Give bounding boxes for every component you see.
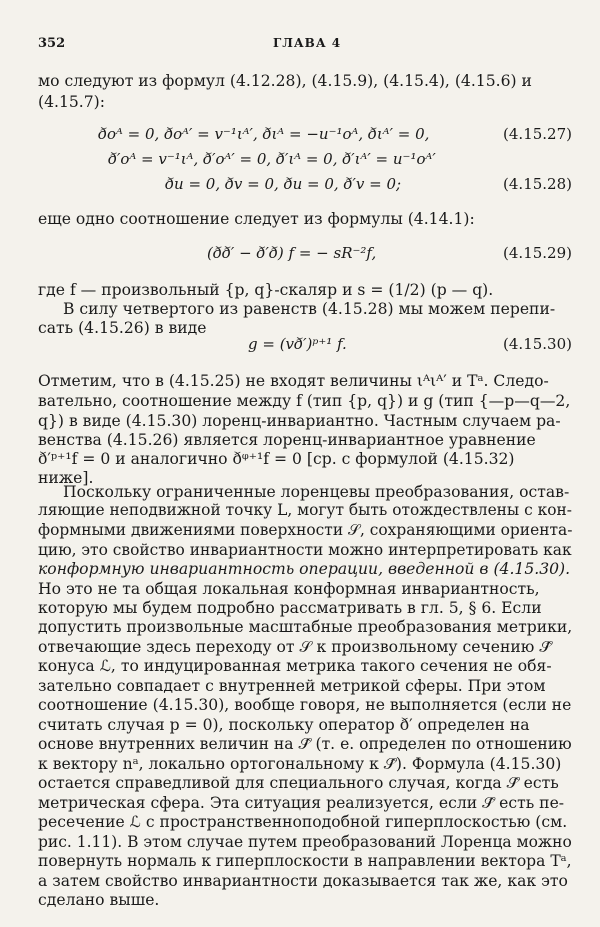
equation-line: ðu = 0, ðv = 0, ðu = 0, ð′v = 0; <box>165 175 402 193</box>
text-line: В силу четвертого из равенств (4.15.28) мы можем перепи- <box>63 300 556 318</box>
text-line: метрическая сфера. Эта ситуация реализуется, если 𝒮̂ есть пе- <box>38 794 565 812</box>
text-line: считать случая p = 0), поскольку оператор ð′ определен на <box>38 716 530 734</box>
text-line: ресечение ℒ с пространственноподобной гиперплоскостью (см. <box>38 813 568 831</box>
text-line: остается справедливой для специального случая, когда 𝒮̂ есть <box>38 774 559 792</box>
text-line: Отметим, что в (4.15.25) не входят величины ιᴬιᴬ′ и Tᵃ. Следо- <box>38 372 549 390</box>
equation-number: (4.15.29) <box>503 244 572 262</box>
text-line: венства (4.15.26) является лоренц-инвариантное уравнение <box>38 431 536 449</box>
text-line: рис. 1.11). В этом случае путем преобразований Лоренца можно <box>38 833 572 851</box>
text-line: соотношение (4.15.30), вообще говоря, не выполняется (если не <box>38 696 572 714</box>
text-line: допустить произвольные масштабные преобразования метрики, <box>38 618 573 636</box>
text-line: q}) в виде (4.15.30) лоренц-инвариантно. Частным случаем ра- <box>38 412 561 430</box>
text-line: (4.15.7): <box>38 93 106 111</box>
text-line: к вектору nᵃ, локально ортогональному к 𝒮̂). Формула (4.15.30) <box>38 755 562 773</box>
text-line: повернуть нормаль к гиперплоскости в направлении вектора Tᵃ, <box>38 852 572 870</box>
text-line: ниже]. <box>38 469 94 487</box>
text-line: цию, это свойство инвариантности можно интерпретировать как <box>38 541 572 559</box>
text-line: формными движениями поверхности 𝒮, сохраняющими ориента- <box>38 521 573 539</box>
text-line: основе внутренних величин на 𝒮̂ (т. е. определен по отношению <box>38 735 572 753</box>
text-line: зательно совпадает с внутренней метрикой сферы. При этом <box>38 677 546 695</box>
equation-number: (4.15.28) <box>503 175 572 193</box>
equation-line: ð′oᴬ = v⁻¹ιᴬ, ð′oᴬ′ = 0, ð′ιᴬ = 0, ð′ιᴬ′ = u⁻¹oᴬ′ <box>108 150 436 168</box>
text-line: ляющие неподвижной точку L, могут быть отождествлены с кон- <box>38 501 572 519</box>
text-line: где f — произвольный {p, q}-скаляр и s = (1/2) (p — q). <box>38 281 494 299</box>
equation-number: (4.15.30) <box>503 335 572 353</box>
text-line: которую мы будем подробно рассматривать в гл. 5, § 6. Если <box>38 599 542 617</box>
text-line: Поскольку ограниченные лоренцевы преобразования, остав- <box>63 483 570 501</box>
text-line: сать (4.15.26) в виде <box>38 319 207 337</box>
text-line: Но это не та общая локальная конформная инвариантность, <box>38 580 540 598</box>
text-line: вательно, соотношение между f (тип {p, q}) и g (тип {—p—q—2, <box>38 392 571 410</box>
text-line: а затем свойство инвариантности доказывается так же, как это <box>38 872 568 890</box>
equation-line: ðoᴬ = 0, ðoᴬ′ = v⁻¹ιᴬ′, ðιᴬ = −u⁻¹oᴬ, ðιᴬ′ = 0, <box>98 125 430 143</box>
text-line: конформную инвариантность операции, введенной в (4.15.30). <box>38 560 571 578</box>
text-line: конуса ℒ, то индуцированная метрика такого сечения не обя- <box>38 657 552 675</box>
equation-number: (4.15.27) <box>503 125 572 143</box>
page-number: 352 <box>38 36 66 51</box>
text-line: еще одно соотношение следует из формулы (4.14.1): <box>38 210 475 228</box>
running-header <box>38 36 568 56</box>
chapter-title: ГЛАВА 4 <box>273 36 342 50</box>
text-line: ð′ᵖ⁺¹f = 0 и аналогично ðᵠ⁺¹f = 0 [ср. с формулой (4.15.32) <box>38 450 515 468</box>
text-line: мо следуют из формул (4.12.28), (4.15.9), (4.15.4), (4.15.6) и <box>38 72 532 90</box>
text-line: сделано выше. <box>38 891 160 909</box>
equation-line: (ðð′ − ð′ð) f = − sR⁻²f, <box>207 244 377 262</box>
text-line: отвечающие здесь переходу от 𝒮 к произвольному сечению 𝒮̂ <box>38 638 552 656</box>
equation-line: g = (vð′)ᵖ⁺¹ f. <box>248 335 347 353</box>
